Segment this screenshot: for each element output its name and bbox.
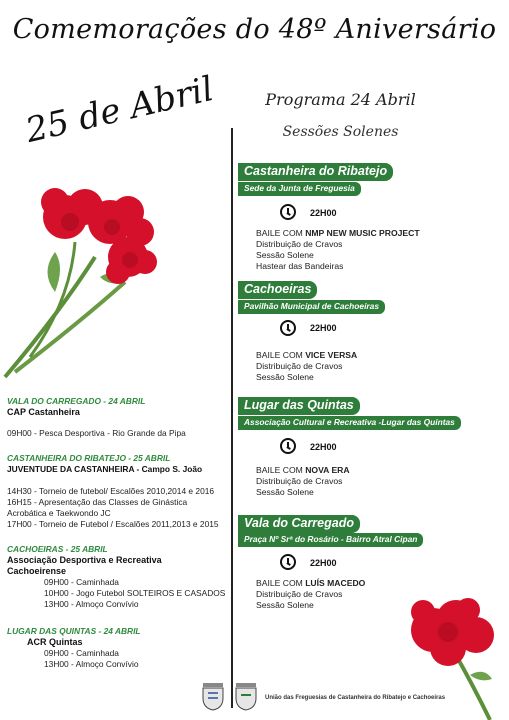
event-line: 16H15 - Apresentação das Classes de Ginástica: [7, 497, 188, 507]
event-heading: CACHOEIRAS - 25 ABRIL: [7, 544, 108, 554]
session-place: Sede da Junta de Freguesia: [238, 182, 361, 196]
session-time: 22H00: [310, 208, 337, 218]
big-date-heading: 25 de Abril: [22, 69, 218, 151]
band-name: NMP NEW MUSIC PROJECT: [305, 228, 420, 238]
event-line: 09H00 - Caminhada: [44, 577, 119, 587]
session-time: 22H00: [310, 558, 337, 568]
session-item: Distribuição de Cravos: [256, 361, 343, 371]
session-item: Sessão Solene: [256, 372, 314, 382]
clock-icon: [280, 204, 296, 220]
session-details: [256, 350, 357, 383]
band-prefix: BAILE COM: [256, 228, 306, 238]
clock-icon: [280, 438, 296, 454]
event-org: Associação Desportiva e Recreativa Cachoeirense: [7, 555, 162, 576]
band-prefix: BAILE COM: [256, 465, 306, 475]
session-item: Distribuição de Cravos: [256, 589, 343, 599]
event-org: CAP Castanheira: [7, 407, 80, 417]
event-org: ACR Quintas: [27, 637, 83, 647]
session-place: Praça Nº Srª do Rosário - Bairro Atral Cipan: [238, 533, 423, 547]
event-org: JUVENTUDE DA CASTANHEIRA - Campo S. João: [7, 464, 203, 474]
session-name: Cachoeiras: [238, 281, 317, 299]
band-name: LUÍS MACEDO: [305, 578, 366, 588]
session-place: Associação Cultural e Recreativa -Lugar das Quintas: [238, 416, 461, 430]
session-details: [256, 465, 350, 498]
event-heading: VALA DO CARREGADO - 24 ABRIL: [7, 396, 146, 406]
session-name: Vala do Carregado: [238, 515, 360, 533]
session-item: Distribuição de Cravos: [256, 239, 343, 249]
event-line: 14H30 - Torneio de futebol/ Escalões 2010,2014 e 2016: [7, 486, 215, 496]
session-time: 22H00: [310, 442, 337, 452]
sessoes-heading: Sessões Solenes: [282, 124, 399, 140]
event-line: 09H00 - Pesca Desportiva - Rio Grande da Pipa: [7, 428, 186, 438]
crest-icon: [200, 683, 226, 711]
session-name: Castanheira do Ribatejo: [238, 163, 393, 181]
event-line: 13H00 - Almoço Convívio: [44, 659, 139, 669]
session-place: Pavilhão Municipal de Cachoeiras: [238, 300, 385, 314]
column-divider: [231, 128, 233, 708]
clock-icon: [280, 320, 296, 336]
session-name: Lugar das Quintas: [238, 397, 360, 415]
programa-heading: Programa 24 Abril: [265, 90, 416, 109]
band-prefix: BAILE COM: [256, 578, 306, 588]
event-line: Acrobática e Taekwondo JC: [7, 508, 111, 518]
page-title: Comemorações do 48º Aniversário: [12, 14, 497, 45]
crest-icon: [233, 683, 259, 711]
band-name: NOVA ERA: [305, 465, 350, 475]
event-block-vala: [7, 396, 227, 439]
session-item: Sessão Solene: [256, 250, 314, 260]
carnation-illustration: [0, 182, 170, 382]
event-line: 09H00 - Caminhada: [44, 648, 119, 658]
band-name: VICE VERSA: [305, 350, 358, 360]
session-details: [256, 578, 365, 611]
footer-text: União das Freguesias de Castanheira do Ribatejo e Cachoeiras: [265, 695, 446, 701]
session-item: Distribuição de Cravos: [256, 476, 343, 486]
session-item: Sessão Solene: [256, 487, 314, 497]
event-heading: LUGAR DAS QUINTAS - 24 ABRIL: [7, 626, 141, 636]
session-item: Sessão Solene: [256, 600, 314, 610]
session-item: Hastear das Bandeiras: [256, 261, 344, 271]
band-prefix: BAILE COM: [256, 350, 306, 360]
event-line: 13H00 - Almoço Convívio: [44, 599, 139, 609]
event-block-quintas: [7, 626, 227, 670]
session-time: 22H00: [310, 323, 337, 333]
session-details: [256, 228, 420, 272]
event-line: 17H00 - Torneio de Futebol / Escalões 2011,2013 e 2015: [7, 519, 219, 529]
event-block-castanheira: [7, 453, 229, 530]
event-line: 10H00 - Jogo Futebol SOLTEIROS E CASADOS: [44, 588, 226, 598]
clock-icon: [280, 554, 296, 570]
event-heading: CASTANHEIRA DO RIBATEJO - 25 ABRIL: [7, 453, 171, 463]
event-block-cachoeiras: [7, 544, 227, 610]
